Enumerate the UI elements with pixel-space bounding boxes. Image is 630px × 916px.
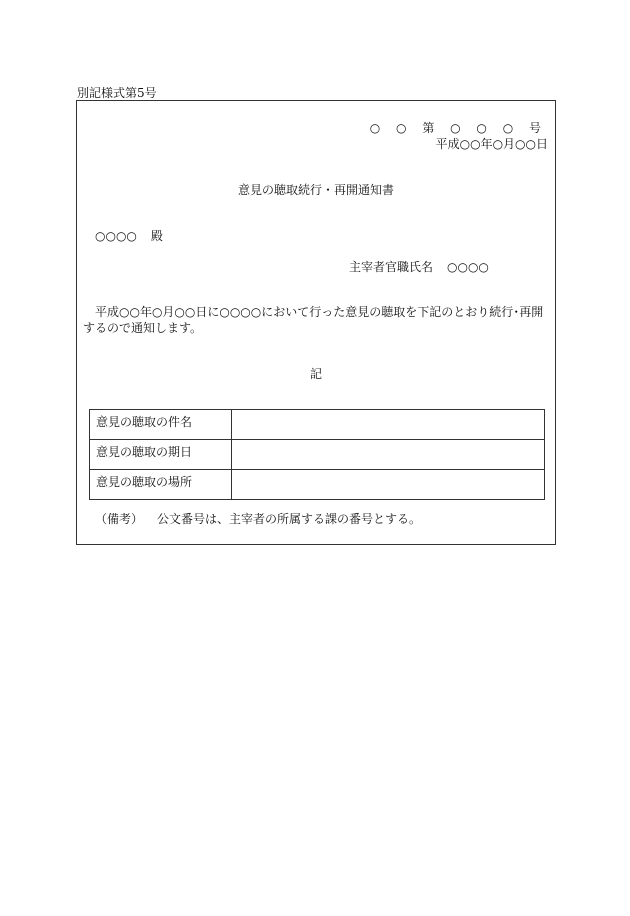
addressee-name: ○○○○: [95, 229, 137, 243]
table-row: [90, 410, 545, 440]
table-row: [90, 470, 545, 500]
presiding-officer: [349, 258, 489, 275]
row-value: [232, 440, 545, 470]
form-number: 別記様式第5号: [77, 86, 157, 100]
addressee: [95, 227, 163, 244]
notice-document-frame: [76, 100, 556, 545]
hearing-details-table: [89, 409, 545, 500]
document-date: 平成○○年○月○○日: [435, 137, 548, 151]
remarks-label: （備考）: [95, 512, 144, 526]
table-row: [90, 440, 545, 470]
row-label: 意見の聴取の場所: [90, 470, 232, 500]
officer-label: 主宰者官職氏名: [349, 260, 434, 274]
row-label: 意見の聴取の期日: [90, 440, 232, 470]
document-number: ○ ○ 第 ○ ○ ○ 号: [369, 121, 547, 135]
row-value: [232, 470, 545, 500]
row-value: [232, 410, 545, 440]
document-title: 意見の聴取続行・再開通知書: [237, 183, 394, 197]
remarks-text: 公文番号は、主宰者の所属する課の番号とする。: [157, 512, 422, 526]
ki-heading: 記: [309, 367, 322, 381]
remarks: [95, 510, 421, 527]
officer-name: ○○○○: [447, 260, 489, 274]
row-label: 意見の聴取の件名: [90, 410, 232, 440]
notice-body: 平成○○年○月○○日に○○○○において行った意見の聴取を下記のとおり続行･再開するので通知します。: [83, 305, 544, 335]
addressee-honorific: 殿: [150, 229, 163, 243]
